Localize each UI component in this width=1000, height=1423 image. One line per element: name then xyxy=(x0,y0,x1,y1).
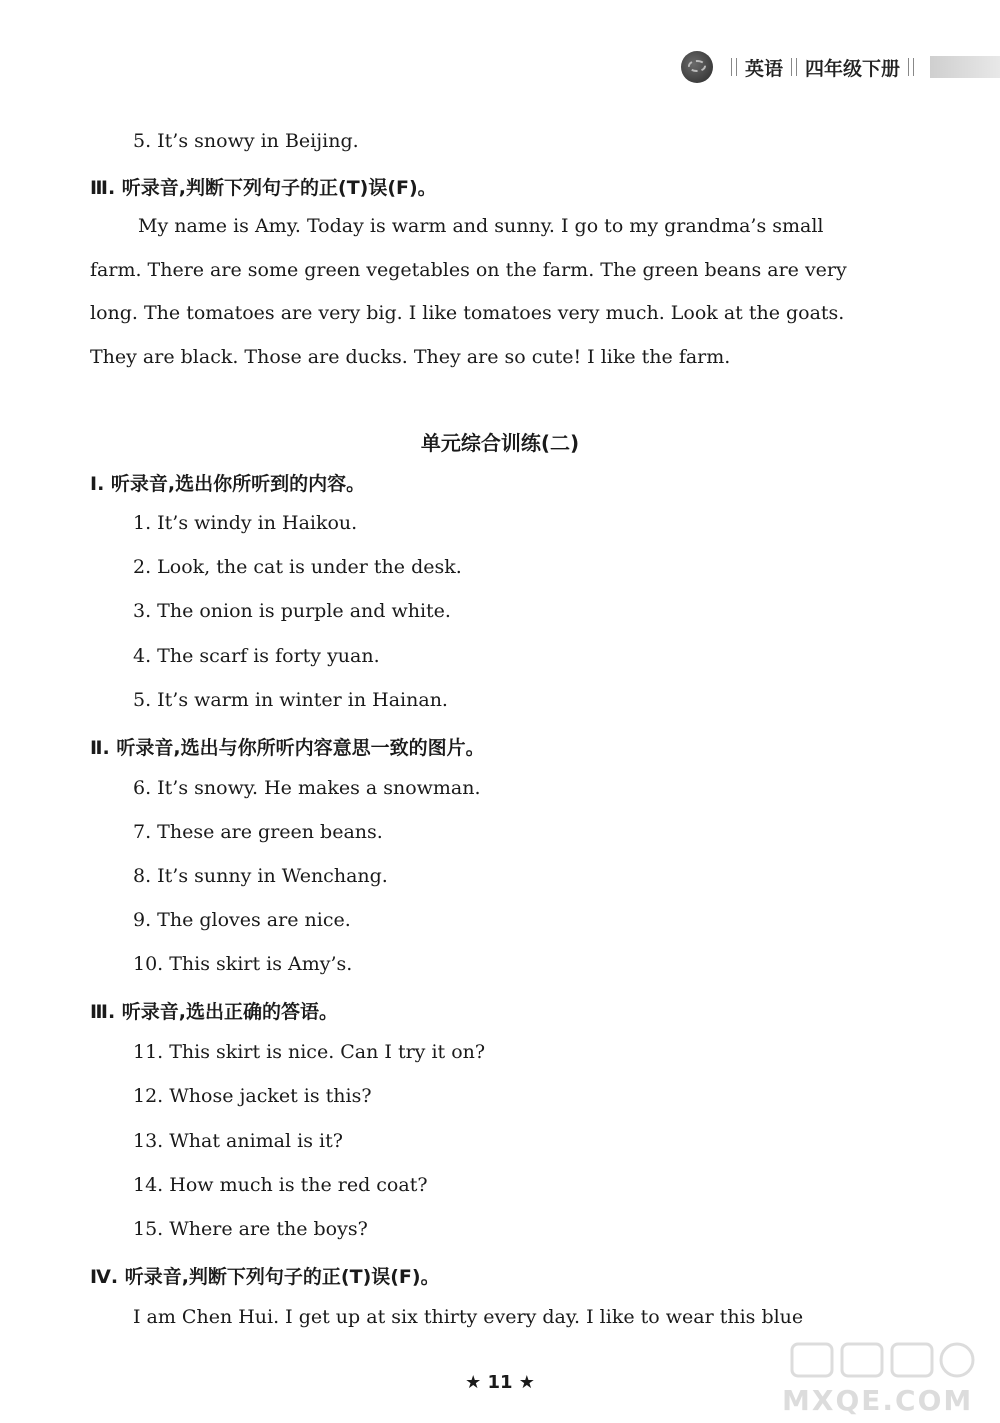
list-item: 12. Whose jacket is this? xyxy=(133,1085,372,1107)
section-title: Ⅲ. 听录音,判断下列句子的正(T)误(F)。 xyxy=(90,177,437,199)
list-item: 13. What animal is it? xyxy=(133,1130,343,1152)
unit-heading: 单元综合训练(二) xyxy=(420,431,580,455)
paragraph-line: They are black. Those are ducks. They are so cute! I like the farm. xyxy=(90,345,731,368)
paragraph-line: long. The tomatoes are very big. I like tomatoes very much. Look at the goats. xyxy=(90,302,845,324)
section-title: Ⅲ. 听录音,选出正确的答语。 xyxy=(90,1001,339,1023)
list-item: 7. These are green beans. xyxy=(133,821,383,843)
section-title: Ⅱ. 听录音,选出与你所听内容意思一致的图片。 xyxy=(90,737,485,759)
header-separator xyxy=(731,58,737,76)
header-grade: 四年级下册 xyxy=(804,57,900,80)
list-item: 8. It’s sunny in Wenchang. xyxy=(133,865,388,887)
page-number: ★ 11 ★ xyxy=(465,1372,535,1393)
list-item: 9. The gloves are nice. xyxy=(133,909,351,931)
header-separator xyxy=(908,58,914,76)
list-item: 1. It’s windy in Haikou. xyxy=(133,512,358,534)
list-item: 5. It’s warm in winter in Hainan. xyxy=(133,689,448,711)
book-logo-icon xyxy=(681,51,713,83)
watermark-text: MXQE.COM xyxy=(782,1384,974,1417)
paragraph-line: My name is Amy. Today is warm and sunny. I go to my grandma’s small xyxy=(138,215,824,237)
header-separator xyxy=(791,58,797,76)
watermark xyxy=(782,1340,982,1417)
list-item: 15. Where are the boys? xyxy=(133,1218,368,1240)
list-item: 6. It’s snowy. He makes a snowman. xyxy=(133,777,481,799)
section-title: Ⅰ. 听录音,选出你所听到的内容。 xyxy=(90,473,366,495)
page-header xyxy=(681,50,1000,84)
list-item: 2. Look, the cat is under the desk. xyxy=(133,556,462,578)
paragraph-line: I am Chen Hui. I get up at six thirty every day. I like to wear this blue xyxy=(133,1306,804,1328)
list-item: 5. It’s snowy in Beijing. xyxy=(133,130,359,152)
list-item: 10. This skirt is Amy’s. xyxy=(133,953,353,975)
list-item: 11. This skirt is nice. Can I try it on? xyxy=(133,1041,486,1063)
watermark-logo-icon xyxy=(782,1340,982,1380)
paragraph xyxy=(90,205,922,379)
paragraph-line: farm. There are some green vegetables on the farm. The green beans are very xyxy=(90,258,847,281)
header-decoration-bar xyxy=(930,56,1000,78)
list-item: 14. How much is the red coat? xyxy=(133,1174,428,1196)
section-title: Ⅳ. 听录音,判断下列句子的正(T)误(F)。 xyxy=(90,1266,440,1288)
list-item: 3. The onion is purple and white. xyxy=(133,600,451,622)
header-subject: 英语 xyxy=(744,57,783,80)
list-item: 4. The scarf is forty yuan. xyxy=(133,645,380,667)
